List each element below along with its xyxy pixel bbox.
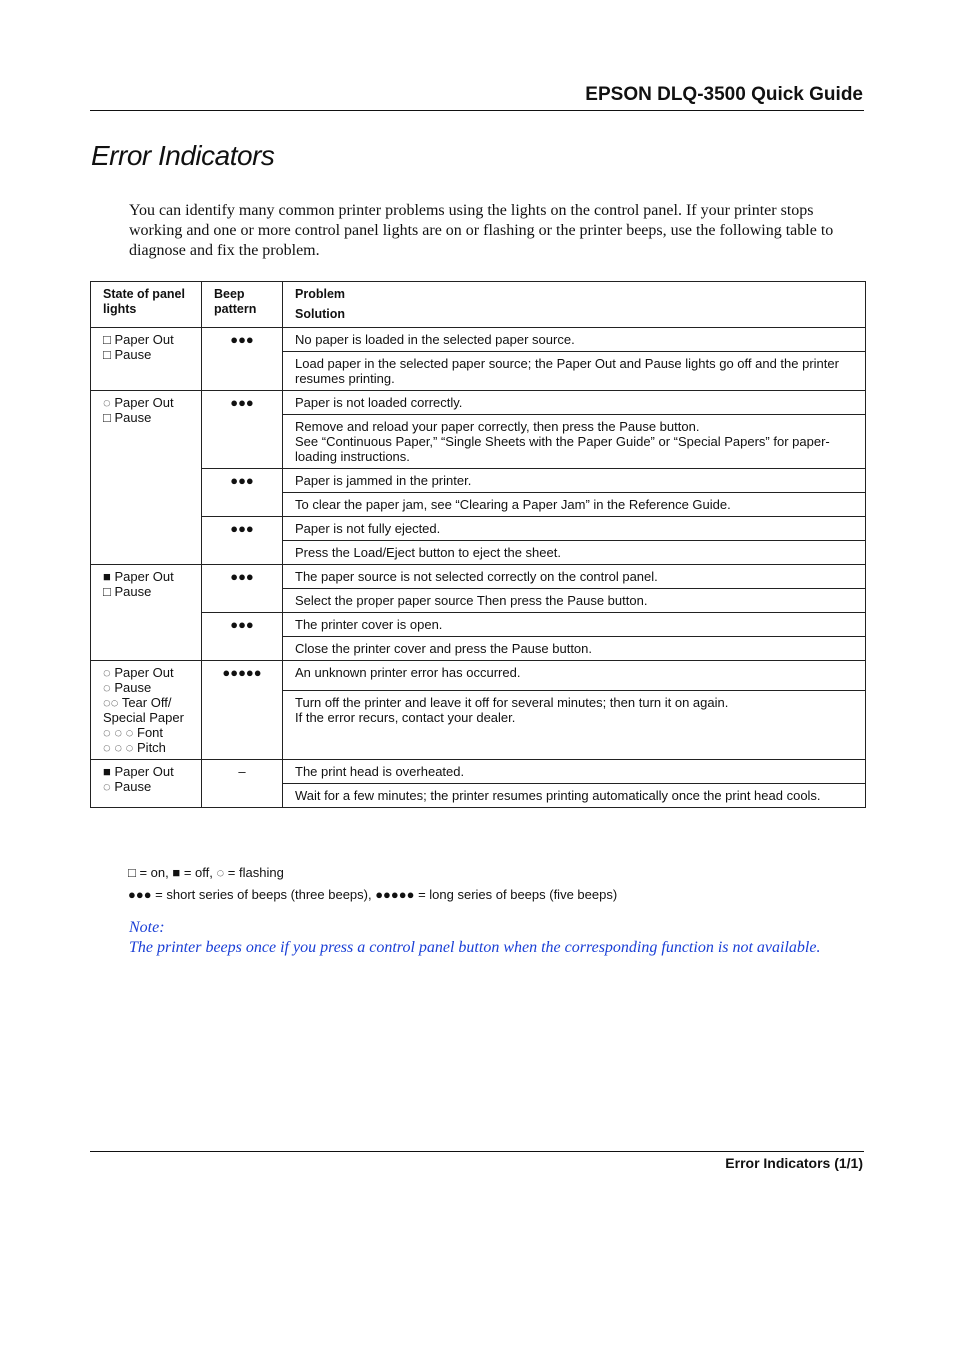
panel-light-label: ◌◌ Tear Off/ xyxy=(103,695,172,710)
problem-cell: The paper source is not selected correctly on the control panel. xyxy=(283,565,866,589)
problem-cell: Paper is not fully ejected. xyxy=(283,517,866,541)
solution-cell xyxy=(283,493,866,517)
beep-pattern-cell: ●●●●● xyxy=(202,661,283,760)
solution-line: See “Continuous Paper,” “Single Sheets with the Paper Guide” or “Special Papers” for paper-loading instructions. xyxy=(295,434,830,464)
legend-beeps: ●●● = short series of beeps (three beeps), ●●●●● = long series of beeps (five beeps) xyxy=(128,887,618,902)
solution-cell xyxy=(283,589,866,613)
table-row xyxy=(91,469,866,493)
page-title: Error Indicators xyxy=(91,140,275,171)
footer-text: Error Indicators (1/1) xyxy=(725,1155,863,1171)
solution-cell xyxy=(283,784,866,808)
solution-line: Wait for a few minutes; the printer resumes printing automatically once the print head cools. xyxy=(295,788,821,803)
table-row xyxy=(91,328,866,352)
beep-pattern-cell: ●●● xyxy=(202,469,283,517)
header-problem: Problem xyxy=(295,287,346,301)
beep-pattern-cell: ●●● xyxy=(202,565,283,613)
panel-light-label: ■ Paper Out xyxy=(103,764,174,779)
intro-paragraph: You can identify many common printer problems using the lights on the control panel. If your printer stops working and one or more control panel lights are on or flashing or the printer beeps, use the following table to diagnose and fix the problem. xyxy=(129,202,834,259)
panel-lights-cell xyxy=(91,760,202,808)
solution-cell xyxy=(283,352,866,391)
table-row xyxy=(91,661,866,691)
beep-pattern-cell: – xyxy=(202,760,283,808)
solution-cell xyxy=(283,541,866,565)
problem-cell: Paper is not loaded correctly. xyxy=(283,391,866,415)
beep-pattern-cell: ●●● xyxy=(202,613,283,661)
problem-cell: No paper is loaded in the selected paper source. xyxy=(283,328,866,352)
panel-lights-cell xyxy=(91,565,202,661)
table-header-row xyxy=(91,282,866,328)
solution-line: To clear the paper jam, see “Clearing a Paper Jam” in the Reference Guide. xyxy=(295,497,731,512)
beep-pattern-cell: ●●● xyxy=(202,391,283,469)
problem-cell: Paper is jammed in the printer. xyxy=(283,469,866,493)
table-row xyxy=(91,391,866,415)
solution-line: Turn off the printer and leave it off for several minutes; then turn it on again. xyxy=(295,695,729,710)
panel-light-label: ◌ Pause xyxy=(103,680,152,695)
error-indicators-table xyxy=(90,281,866,808)
beep-pattern-cell: ●●● xyxy=(202,517,283,565)
beep-pattern-cell: ●●● xyxy=(202,328,283,391)
panel-light-label: □ Pause xyxy=(103,410,152,425)
header-problem-solution xyxy=(283,282,866,328)
table-body xyxy=(91,328,866,808)
panel-lights-cell xyxy=(91,661,202,760)
problem-cell: An unknown printer error has occurred. xyxy=(283,661,866,691)
panel-light-label: □ Pause xyxy=(103,347,152,362)
panel-light-label: ◌ ◌ ◌ Font xyxy=(103,725,164,740)
panel-light-label: ◌ Pause xyxy=(103,779,152,794)
header-title: EPSON DLQ-3500 Quick Guide xyxy=(585,84,863,105)
solution-cell xyxy=(283,637,866,661)
header-state: State of panel lights xyxy=(91,282,202,328)
panel-light-label: Special Paper xyxy=(103,710,184,725)
note-label: Note: xyxy=(129,919,165,936)
solution-line: Remove and reload your paper correctly, then press the Pause button. xyxy=(295,419,700,434)
panel-light-label: ◌ Paper Out xyxy=(103,395,174,410)
solution-line: If the error recurs, contact your dealer. xyxy=(295,710,516,725)
header-divider xyxy=(90,110,864,111)
problem-cell: The printer cover is open. xyxy=(283,613,866,637)
solution-line: Close the printer cover and press the Pause button. xyxy=(295,641,593,656)
table-row xyxy=(91,760,866,784)
panel-light-label: ■ Paper Out xyxy=(103,569,174,584)
panel-light-label: ◌ Paper Out xyxy=(103,665,174,680)
footer-divider xyxy=(90,1151,864,1152)
solution-cell xyxy=(283,415,866,469)
table-row xyxy=(91,565,866,589)
table-row xyxy=(91,613,866,637)
panel-light-label: □ Paper Out xyxy=(103,332,174,347)
solution-line: Select the proper paper source Then press the Pause button. xyxy=(295,593,648,608)
header-beep: Beep pattern xyxy=(202,282,283,328)
header-solution: Solution xyxy=(295,307,345,321)
solution-line: Press the Load/Eject button to eject the sheet. xyxy=(295,545,561,560)
panel-light-label: □ Pause xyxy=(103,584,152,599)
legend-lights: □ = on, ■ = off, ◌ = flashing xyxy=(128,865,284,880)
panel-light-label: ◌ ◌ ◌ Pitch xyxy=(103,740,166,755)
panel-lights-cell xyxy=(91,391,202,565)
table-row xyxy=(91,517,866,541)
note-text: The printer beeps once if you press a control panel button when the corresponding function is not available. xyxy=(129,939,821,956)
solution-cell xyxy=(283,691,866,760)
problem-cell: The print head is overheated. xyxy=(283,760,866,784)
panel-lights-cell xyxy=(91,328,202,391)
solution-line: Load paper in the selected paper source; the Paper Out and Pause lights go off and the printer resumes printing. xyxy=(295,356,839,386)
